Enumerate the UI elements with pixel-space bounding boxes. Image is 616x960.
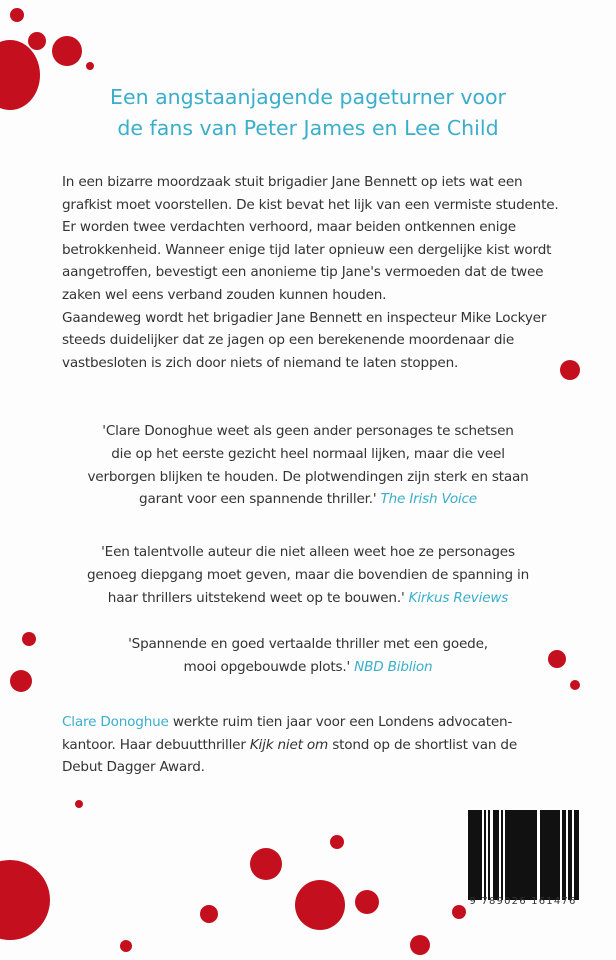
bio-text: kantoor. Haar debuutthriller [62, 736, 250, 753]
isbn-number: 9 789026 161476 [469, 896, 577, 907]
blood-splatter [410, 935, 430, 955]
blood-splatter [120, 940, 132, 952]
quote-line: 'Clare Donoghue weet als geen ander personages te schetsen [102, 423, 514, 439]
blood-splatter [452, 905, 466, 919]
bio-text: werkte ruim tien jaar voor een Londens advocaten- [168, 714, 513, 730]
blurb-line: vastbesloten is zich door niets of niemand te laten stoppen. [62, 354, 459, 371]
blood-splatter [22, 632, 36, 646]
quote-line [60, 656, 556, 679]
quote-source: Kirkus Reviews [408, 589, 509, 606]
quote-line [60, 587, 556, 610]
blood-splatter [0, 860, 50, 940]
quote-text: mooi opgebouwde plots.' [183, 658, 351, 675]
barcode-bar [468, 810, 482, 900]
blurb-line: steeds duidelijker dat ze jagen op een berekenende moordenaar die [62, 332, 515, 349]
blood-splatter [52, 36, 82, 66]
quote-source: NBD Biblion [354, 658, 433, 675]
author-bio [62, 711, 582, 779]
blood-splatter [355, 890, 379, 914]
author-name: Clare Donoghue [62, 714, 169, 730]
review-quote [60, 420, 556, 511]
barcode-bar [540, 810, 560, 900]
blurb-line: zaken wel eens verband zouden kunnen houden. [62, 286, 387, 303]
blood-splatter [295, 880, 345, 930]
blood-splatter [570, 680, 580, 690]
bio-text: Debut Dagger Award. [62, 759, 205, 776]
book-title: Kijk niet om [249, 736, 329, 753]
blood-splatter [250, 848, 282, 880]
headline-line: de fans van Peter James en Lee Child [117, 116, 499, 140]
quote-line: 'Een talentvolle auteur die niet alleen weet hoe ze personages [101, 544, 515, 560]
barcode-bar [505, 810, 537, 900]
blood-splatter [200, 905, 218, 923]
barcode [466, 810, 579, 900]
quote-line: verborgen blijken te houden. De plotwendingen zijn sterk en staan [87, 468, 529, 485]
bio-text: stond op de shortlist van de [328, 736, 517, 753]
quote-line: 'Spannende en goed vertaalde thriller met een goede, [128, 636, 488, 652]
quote-text: garant voor een spannende thriller.' [139, 491, 377, 508]
blurb [62, 171, 582, 374]
blood-splatter [10, 670, 32, 692]
blood-splatter [10, 8, 24, 22]
blurb-line: In een bizarre moordzaak stuit brigadier Jane Bennett op iets wat een [62, 174, 523, 190]
blurb-line: Er worden twee verdachten verhoord, maar beiden ontkennen enige [62, 219, 516, 236]
quote-source: The Irish Voice [380, 491, 477, 508]
blurb-line: aangetroffen, bevestigt een anonieme tip Jane's vermoeden dat de twee [62, 264, 544, 281]
headline [0, 82, 616, 144]
quote-line [60, 488, 556, 511]
quote-text: haar thrillers uitstekend weet op te bouwen.' [107, 589, 405, 606]
blurb-line: grafkist moet voorstellen. De kist bevat het lijk van een vermiste studente. [62, 196, 559, 213]
blood-splatter [28, 32, 46, 50]
review-quote [60, 633, 556, 679]
headline-line: Een angstaanjagende pageturner voor [110, 85, 506, 109]
quote-line: die op het eerste gezicht heel normaal lijken, maar die veel [111, 445, 505, 462]
blurb-line: Gaandeweg wordt het brigadier Jane Bennett en inspecteur Mike Lockyer [62, 309, 547, 326]
barcode-bar [574, 810, 579, 900]
review-quote [60, 541, 556, 609]
blood-splatter [330, 835, 344, 849]
blood-splatter [75, 800, 83, 808]
blood-splatter [86, 62, 94, 70]
blurb-line: betrokkenheid. Wanneer enige tijd later opnieuw een dergelijke kist wordt [62, 241, 552, 258]
quote-line: genoeg diepgang moet geven, maar die bovendien de spanning in [86, 566, 530, 583]
